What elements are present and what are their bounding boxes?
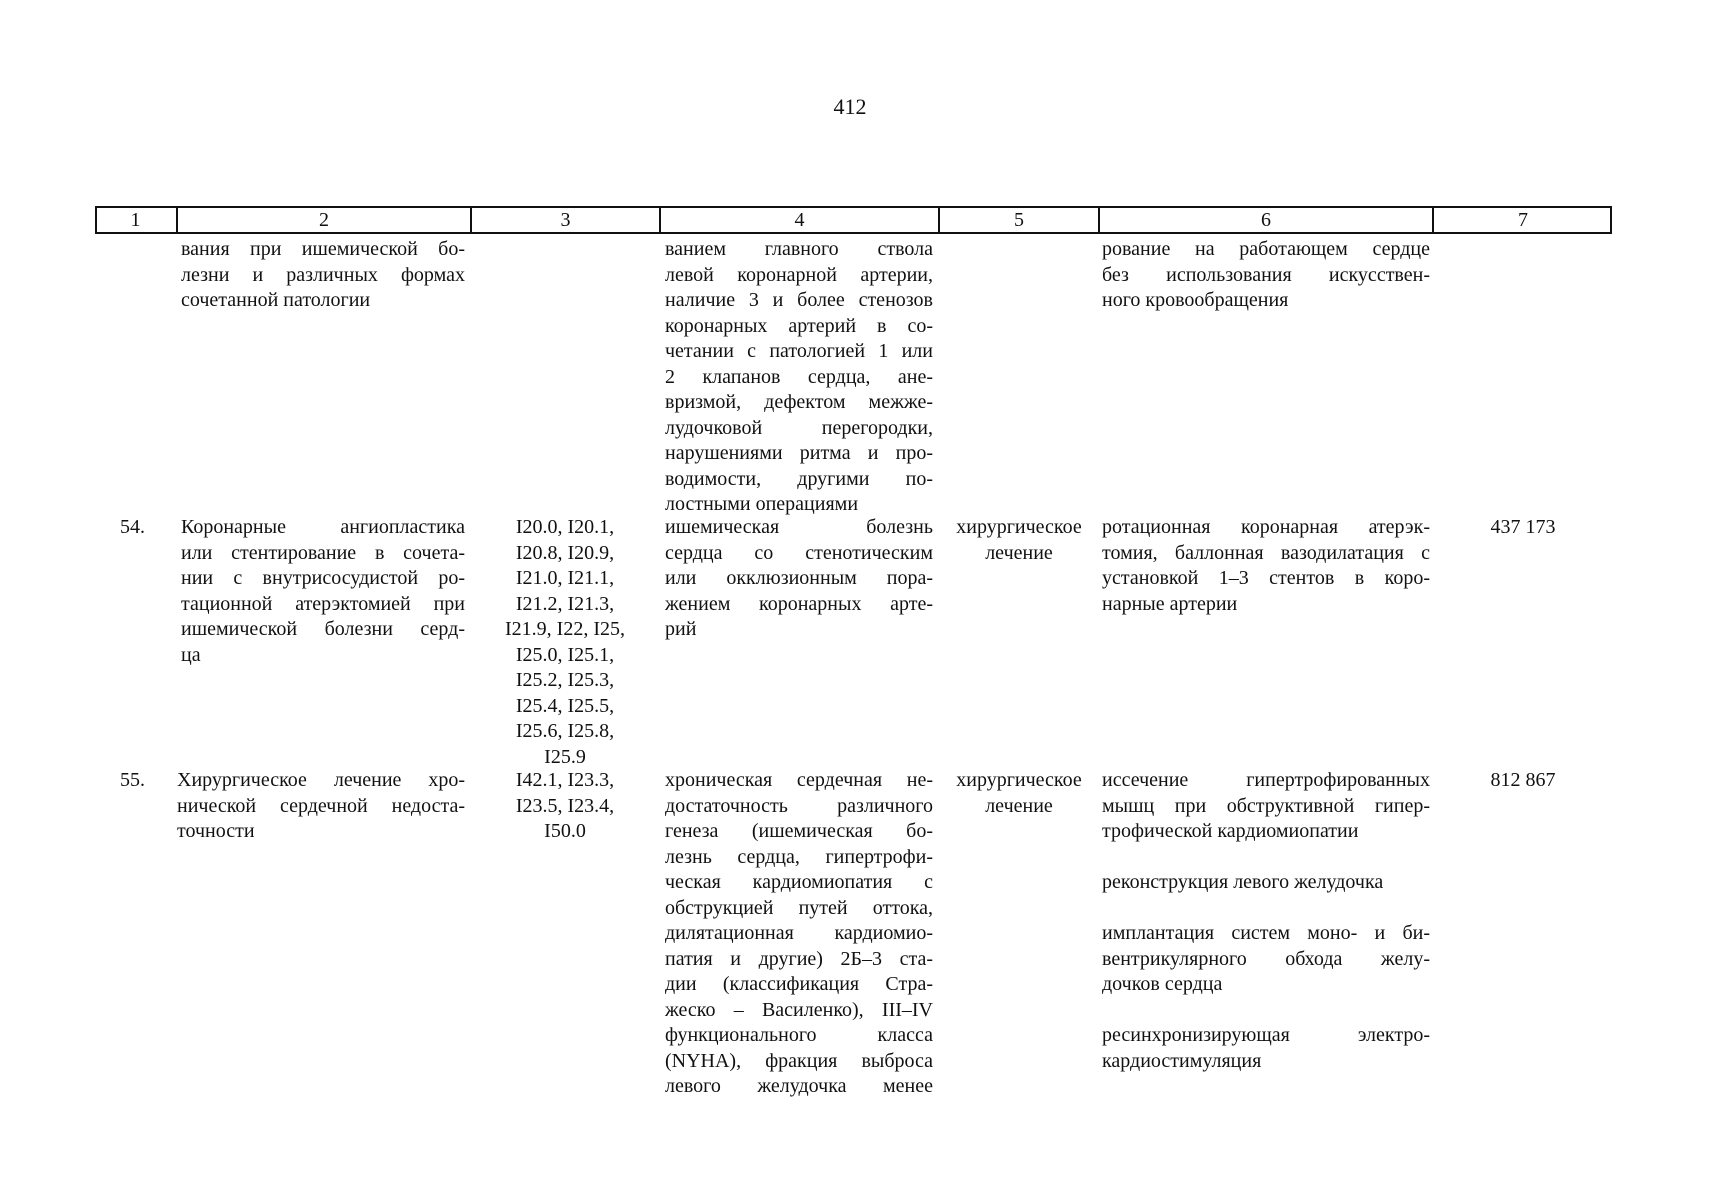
continuation-model-cell [665, 237, 933, 518]
row-number: 54. [120, 516, 145, 538]
row-55-number [120, 768, 170, 794]
text-line: I25.2, I25.3, [515, 669, 615, 691]
text-line: точности [177, 820, 255, 842]
text-line: лезни и различных формах [181, 263, 465, 286]
text-line: I25.4, I25.5, [515, 694, 615, 717]
text-line: четании с патологией 1 или [665, 340, 933, 362]
header-col-4: 4 [794, 209, 805, 231]
text-line: установкой 1–3 стентов в коро- [1102, 567, 1430, 589]
text-line: ресинхронизирующая электро- [1102, 1024, 1430, 1046]
text-line: водимости, другими по- [665, 467, 933, 490]
text-line: или стентирование в сочета- [181, 541, 465, 564]
row-54-number [120, 515, 170, 541]
text-line: I20.8, I20.9, [515, 541, 615, 564]
text-line: жеско – Василенко), III–IV [665, 998, 933, 1021]
text-line: патия и другие) 2Б–3 ста- [665, 947, 933, 970]
text-line: дочков сердца [1102, 973, 1223, 995]
text-line: I21.9, I22, I25, [505, 618, 625, 640]
spacer [1102, 998, 1430, 1024]
text-line: Хирургическое лечение хро- [177, 769, 465, 791]
text-line: I21.2, I21.3, [515, 592, 615, 615]
row-54-codes-cell [474, 515, 656, 770]
text-line: достаточность различного [665, 794, 933, 817]
text-line: ческая кардиомиопатия с [665, 871, 933, 893]
text-line: имплантация систем моно- и би- [1102, 922, 1430, 944]
text-line: I42.1, I23.3, [515, 769, 615, 791]
text-line: I20.0, I20.1, [515, 516, 615, 538]
text-line: без использования искусствен- [1102, 263, 1430, 286]
page-number: 412 [833, 94, 867, 119]
text-line: левого желудочка менее [665, 1075, 933, 1097]
text-line: хирургическое [956, 769, 1082, 791]
header-col-3: 3 [560, 209, 571, 231]
text-line: реконструкция левого желудочка [1102, 871, 1384, 893]
text-line: лостными операциями [665, 493, 859, 515]
text-line: 2 клапанов сердца, ане- [665, 365, 933, 388]
text-line: нической сердечной недоста- [177, 794, 465, 817]
text-line: левой коронарной артерии, [665, 263, 933, 286]
text-line: I21.0, I21.1, [515, 567, 615, 589]
text-line: I50.0 [544, 820, 586, 842]
row-55-cost-cell [1434, 768, 1612, 794]
text-line: наличие 3 и более стенозов [665, 289, 933, 311]
text-line: кардиостимуляция [1102, 1049, 1262, 1072]
text-line: рий [665, 618, 697, 640]
text-line: I23.5, I23.4, [515, 794, 615, 817]
text-line: ванием главного ствола [665, 238, 933, 260]
text-line: нии с внутрисосудистой ро- [181, 567, 465, 589]
text-line: обструкцией путей оттока, [665, 896, 933, 919]
header-col-5: 5 [1014, 209, 1024, 231]
header-col-1: 1 [130, 209, 141, 231]
row-55-treatment-cell [940, 768, 1098, 819]
header-col-2: 2 [319, 209, 329, 231]
header-col-7: 7 [1518, 209, 1528, 231]
text-line: тационной атерэктомией при [181, 592, 465, 615]
row-number: 55. [120, 769, 145, 791]
text-line: лечение [985, 541, 1053, 564]
row-55-name-cell [177, 768, 465, 845]
row-55-model-cell [665, 768, 933, 1100]
text-line: томия, баллонная вазодилатация с [1102, 541, 1430, 564]
continuation-method-cell [1102, 237, 1430, 314]
text-line: ишемической болезни серд- [181, 618, 465, 640]
text-line: мышц при обструктивной гипер- [1102, 794, 1430, 817]
text-line: трофической кардиомиопатии [1102, 820, 1359, 842]
text-line: ишемическая болезнь [665, 516, 933, 538]
text-line: ного кровообращения [1102, 289, 1289, 311]
text-line: сердца со стенотическим [665, 541, 933, 564]
cost-value: 437 173 [1490, 516, 1556, 538]
continuation-name-cell [181, 237, 465, 314]
text-line: генеза (ишемическая бо- [665, 820, 933, 842]
text-line: (NYHA), фракция выброса [665, 1049, 933, 1072]
text-line: лечение [985, 794, 1053, 817]
row-55-methods-cell [1102, 768, 1430, 1074]
text-line: вризмой, дефектом межже- [665, 391, 933, 413]
text-line: хроническая сердечная не- [665, 769, 933, 791]
text-line: I25.6, I25.8, [515, 720, 615, 742]
cost-value: 812 867 [1490, 769, 1556, 791]
text-line: ца [181, 643, 201, 666]
text-line: Коронарные ангиопластика [181, 516, 465, 538]
header-col-6: 6 [1261, 209, 1271, 231]
row-54-model-cell [665, 515, 933, 643]
text-line: ротационная коронарная атерэк- [1102, 516, 1430, 538]
text-line: иссечение гипертрофированных [1102, 769, 1430, 791]
text-line: вентрикулярного обхода желу- [1102, 947, 1430, 970]
text-line: или окклюзионным пора- [665, 567, 933, 589]
text-line: сочетанной патологии [181, 289, 371, 311]
text-line: жением коронарных арте- [665, 592, 933, 615]
text-line: лудочковой перегородки, [665, 416, 933, 439]
spacer [1102, 845, 1430, 871]
text-line: нарушениями ритма и про- [665, 442, 933, 464]
text-line: функционального класса [665, 1024, 933, 1046]
text-line: лезнь сердца, гипертрофи- [665, 845, 933, 868]
spacer [1102, 896, 1430, 922]
text-line: дилятационная кардиомио- [665, 922, 933, 944]
row-54-cost-cell [1434, 515, 1612, 541]
row-54-name-cell [181, 515, 465, 668]
text-line: вания при ишемической бо- [181, 238, 465, 260]
text-line: коронарных артерий в со- [665, 314, 933, 337]
row-55-codes-cell [474, 768, 656, 845]
text-line: рование на работающем сердце [1102, 238, 1430, 260]
text-line: дии (классификация Стра- [665, 973, 933, 995]
text-line: I25.0, I25.1, [515, 643, 615, 666]
row-54-treatment-cell [940, 515, 1098, 566]
row-54-method-cell [1102, 515, 1430, 617]
text-line: хирургическое [956, 516, 1082, 538]
text-line: нарные артерии [1102, 592, 1238, 615]
text-line: I25.9 [544, 745, 586, 768]
